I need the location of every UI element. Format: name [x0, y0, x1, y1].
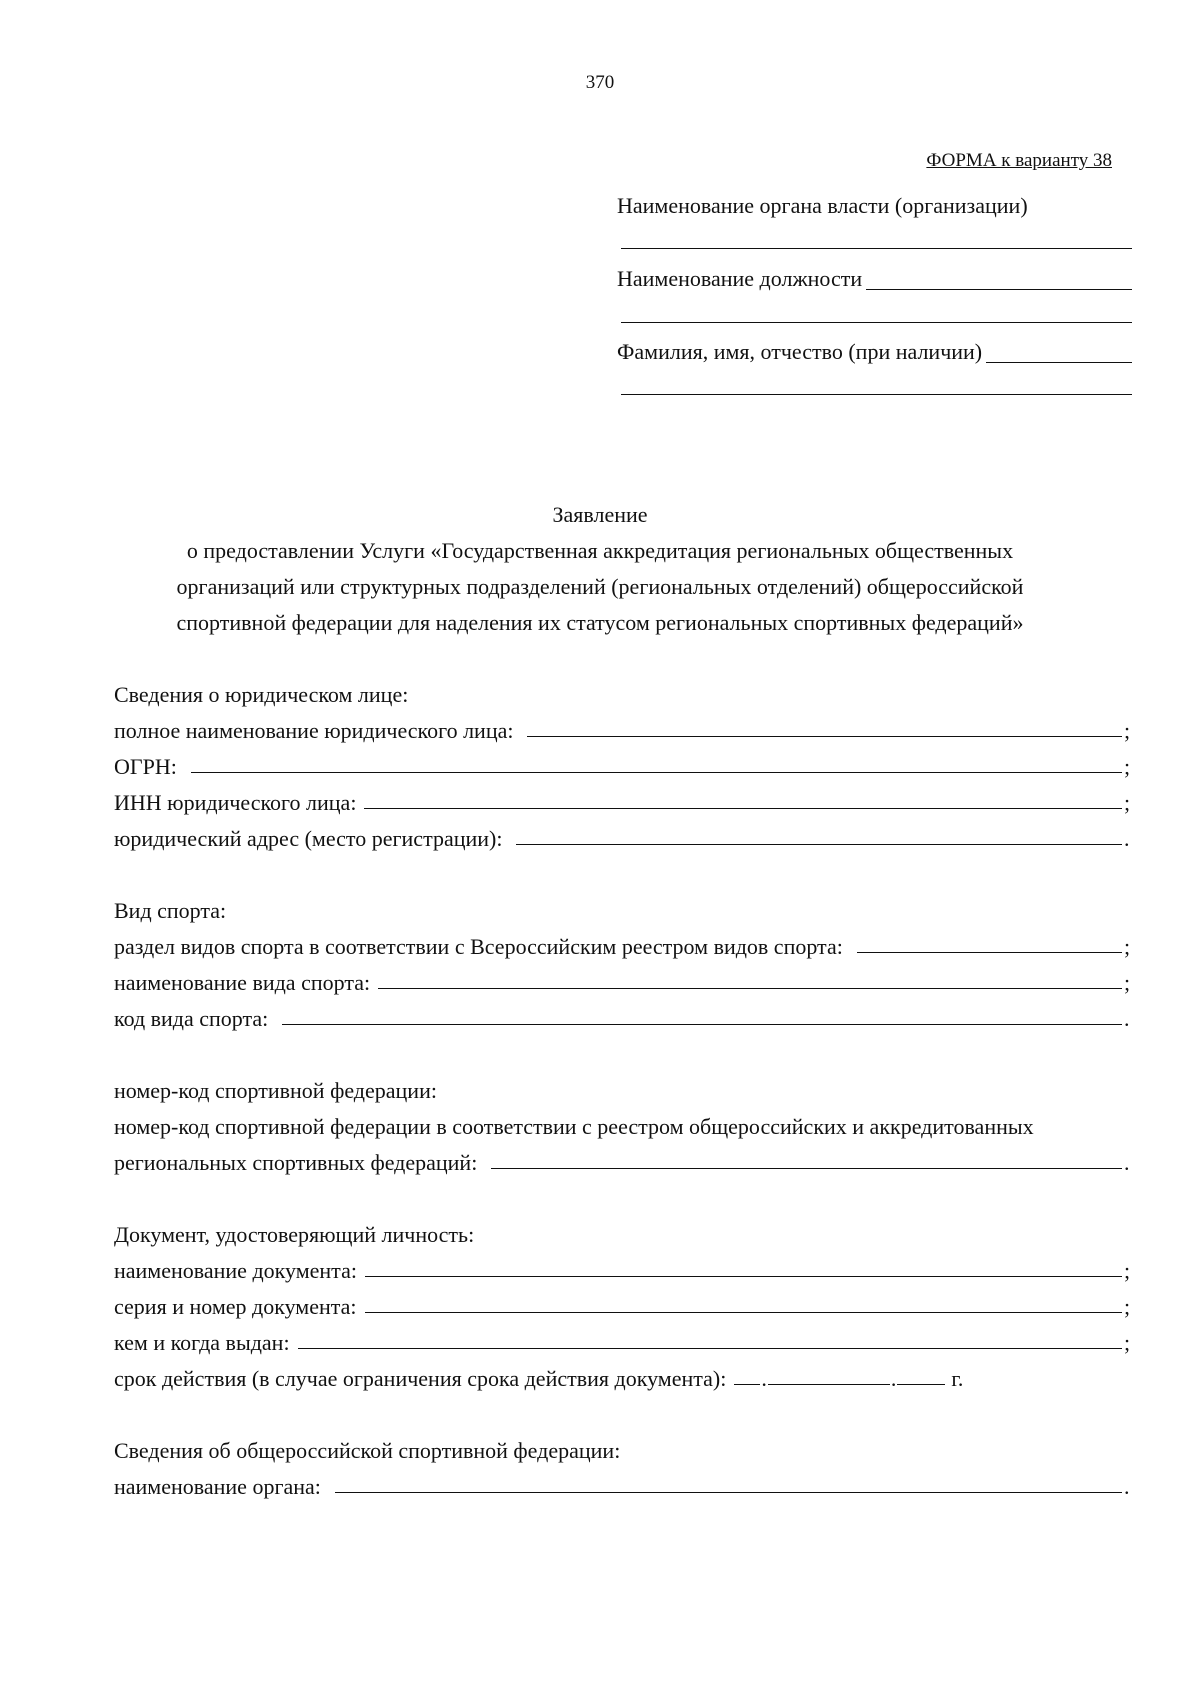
- sport-section-field[interactable]: [857, 932, 1122, 953]
- fio-label: Фамилия, имя, отчество (при наличии): [617, 339, 983, 364]
- federation-code-text: номер-код спортивной федерации в соответствии с реестром общероссийских и аккредитованных: [114, 1114, 1034, 1139]
- address-field[interactable]: [516, 824, 1122, 845]
- legal-entity-section: [114, 672, 1134, 852]
- fio-field-continuation[interactable]: [621, 394, 1132, 395]
- identity-document-section: [114, 1212, 1134, 1392]
- title-heading: Заявление: [552, 502, 648, 527]
- body-name-row: [114, 1464, 1134, 1500]
- inn-row: [114, 780, 1134, 816]
- sport-heading: Вид спорта:: [114, 898, 227, 923]
- period: .: [1124, 826, 1130, 851]
- validity-year-field[interactable]: [897, 1364, 945, 1385]
- legal-entity-heading: Сведения о юридическом лице:: [114, 682, 409, 707]
- federation-info-heading: Сведения об общероссийской спортивной федерации:: [114, 1438, 621, 1463]
- federation-code-row: [114, 1140, 1134, 1176]
- identity-heading: Документ, удостоверяющий личность:: [114, 1222, 475, 1247]
- doc-issued-row: [114, 1320, 1134, 1356]
- federation-code-heading-row: [114, 1068, 1134, 1104]
- period: .: [1124, 1150, 1130, 1175]
- full-name-label: полное наименование юридического лица:: [114, 718, 514, 743]
- sport-name-label: наименование вида спорта:: [114, 970, 371, 995]
- doc-series-label: серия и номер документа:: [114, 1294, 357, 1319]
- sport-code-label: код вида спорта:: [114, 1006, 269, 1031]
- doc-issued-label: кем и когда выдан:: [114, 1330, 290, 1355]
- period: .: [1124, 1006, 1130, 1031]
- position-field-continuation[interactable]: [621, 322, 1132, 323]
- doc-name-label: наименование документа:: [114, 1258, 357, 1283]
- semicolon: ;: [1124, 1330, 1131, 1355]
- authority-name-field[interactable]: [621, 248, 1132, 249]
- address-label: юридический адрес (место регистрации):: [114, 826, 503, 851]
- federation-code-section: [114, 1068, 1134, 1176]
- position-field[interactable]: [866, 267, 1132, 290]
- sport-section-label: раздел видов спорта в соответствии с Всероссийским реестром видов спорта:: [114, 934, 843, 959]
- title-line-3: спортивной федерации для наделения их статусом региональных спортивных федераций»: [176, 610, 1024, 635]
- inn-label: ИНН юридического лица:: [114, 790, 357, 815]
- fio-row: [617, 335, 1132, 365]
- semicolon: ;: [1124, 1258, 1131, 1283]
- date-separator: .: [761, 1366, 767, 1391]
- sport-code-field[interactable]: [282, 1004, 1122, 1025]
- title-line-1: о предоставлении Услуги «Государственная аккредитация региональных общественных: [186, 538, 1014, 563]
- federation-code-field[interactable]: [491, 1148, 1122, 1169]
- federation-info-heading-row: [114, 1428, 1134, 1464]
- validity-month-field[interactable]: [768, 1364, 890, 1385]
- ogrn-field[interactable]: [191, 752, 1122, 773]
- body-name-label: наименование органа:: [114, 1474, 321, 1499]
- full-name-field[interactable]: [527, 716, 1122, 737]
- sport-heading-row: [114, 888, 1134, 924]
- period: .: [1124, 1474, 1130, 1499]
- semicolon: ;: [1124, 790, 1131, 815]
- federation-code-heading: номер-код спортивной федерации:: [114, 1078, 437, 1103]
- semicolon: ;: [1124, 934, 1131, 959]
- doc-validity-label: срок действия (в случае ограничения срока действия документа):: [114, 1366, 727, 1391]
- federation-code-line-1: [114, 1104, 1134, 1140]
- doc-issued-field[interactable]: [298, 1328, 1122, 1349]
- position-row: [617, 262, 1132, 292]
- validity-day-field[interactable]: [734, 1364, 760, 1385]
- legal-entity-heading-row: [114, 672, 1134, 708]
- sport-name-row: [114, 960, 1134, 996]
- federation-info-section: [114, 1428, 1134, 1500]
- sport-section: [114, 888, 1134, 1032]
- sport-name-field[interactable]: [378, 968, 1122, 989]
- semicolon: ;: [1124, 970, 1131, 995]
- application-title: [130, 497, 1070, 641]
- inn-field[interactable]: [364, 788, 1122, 809]
- authority-name-row: [617, 189, 1132, 219]
- doc-validity-row: [114, 1356, 1134, 1392]
- address-row: [114, 816, 1134, 852]
- semicolon: ;: [1124, 1294, 1131, 1319]
- semicolon: ;: [1124, 718, 1131, 743]
- body-name-field[interactable]: [335, 1472, 1122, 1493]
- date-separator: .: [890, 1366, 897, 1391]
- doc-name-row: [114, 1248, 1134, 1284]
- ogrn-label: ОГРН:: [114, 754, 177, 779]
- ogrn-row: [114, 744, 1134, 780]
- doc-series-row: [114, 1284, 1134, 1320]
- sport-section-row: [114, 924, 1134, 960]
- form-variant-label: ФОРМА к варианту 38: [926, 150, 1112, 171]
- doc-series-field[interactable]: [365, 1292, 1122, 1313]
- fio-field[interactable]: [986, 340, 1132, 363]
- identity-heading-row: [114, 1212, 1134, 1248]
- doc-name-field[interactable]: [365, 1256, 1122, 1277]
- title-line-2: организаций или структурных подразделений (региональных отделений) общероссийской: [176, 574, 1024, 599]
- year-suffix: г.: [951, 1366, 964, 1391]
- sport-code-row: [114, 996, 1134, 1032]
- authority-name-label: Наименование органа власти (организации): [617, 193, 1028, 218]
- federation-code-label: региональных спортивных федераций:: [114, 1150, 478, 1175]
- position-label: Наименование должности: [617, 266, 863, 291]
- full-name-row: [114, 708, 1134, 744]
- page-number: 370: [585, 72, 615, 93]
- semicolon: ;: [1124, 754, 1131, 779]
